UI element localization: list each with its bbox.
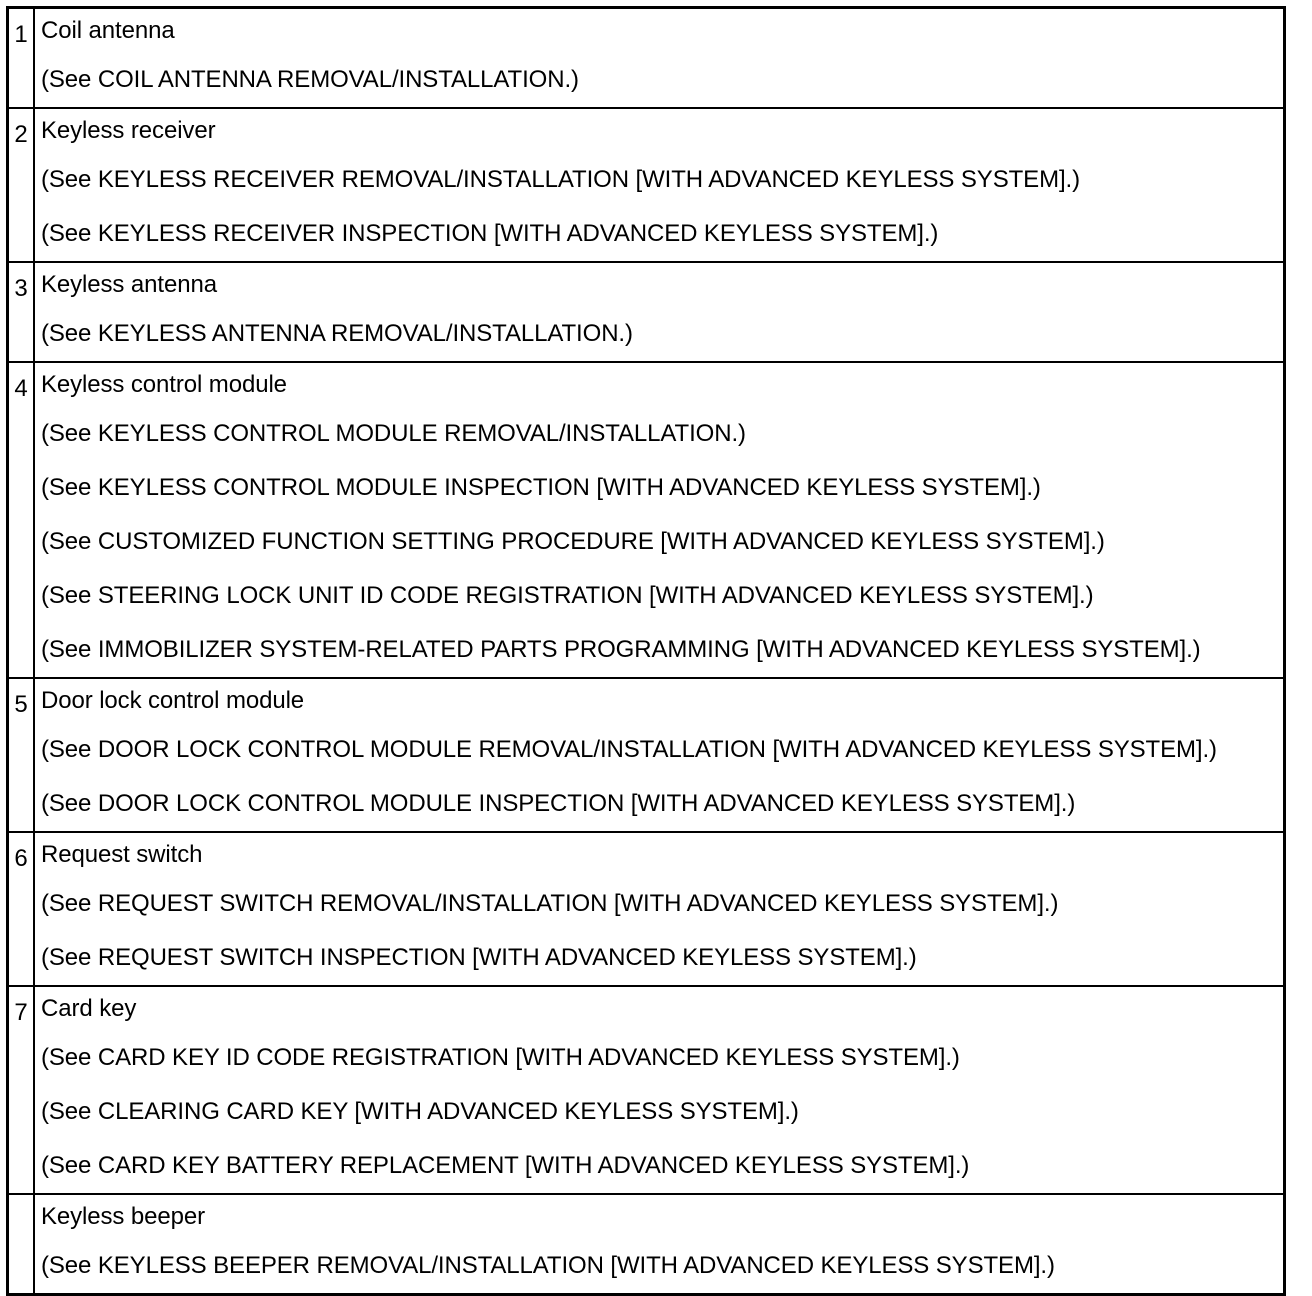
row-number: 5 xyxy=(8,678,35,832)
row-number: 1 xyxy=(8,8,35,109)
reference-link[interactable]: (See KEYLESS ANTENNA REMOVAL/INSTALLATION.) xyxy=(41,320,633,347)
reference-link[interactable]: (See CUSTOMIZED FUNCTION SETTING PROCEDURE [WITH ADVANCED KEYLESS SYSTEM].) xyxy=(41,528,1105,555)
reference-link[interactable]: (See COIL ANTENNA REMOVAL/INSTALLATION.) xyxy=(41,66,579,93)
row-number xyxy=(8,1194,35,1295)
part-title: Keyless control module xyxy=(41,371,287,398)
part-title: Keyless receiver xyxy=(41,117,216,144)
reference-link[interactable]: (See DOOR LOCK CONTROL MODULE INSPECTION [WITH ADVANCED KEYLESS SYSTEM].) xyxy=(41,790,1076,817)
reference-link[interactable]: (See CLEARING CARD KEY [WITH ADVANCED KEYLESS SYSTEM].) xyxy=(41,1098,799,1125)
table-row xyxy=(8,678,1285,832)
row-content xyxy=(34,678,1285,832)
reference-link[interactable]: (See IMMOBILIZER SYSTEM-RELATED PARTS PROGRAMMING [WITH ADVANCED KEYLESS SYSTEM].) xyxy=(41,636,1201,663)
row-number: 3 xyxy=(8,262,35,362)
row-number: 6 xyxy=(8,832,35,986)
reference-link[interactable]: (See KEYLESS CONTROL MODULE REMOVAL/INSTALLATION.) xyxy=(41,420,746,447)
row-content xyxy=(34,8,1285,109)
reference-link[interactable]: (See KEYLESS CONTROL MODULE INSPECTION [WITH ADVANCED KEYLESS SYSTEM].) xyxy=(41,474,1041,501)
row-content xyxy=(34,108,1285,262)
part-title: Request switch xyxy=(41,841,203,868)
reference-link[interactable]: (See CARD KEY ID CODE REGISTRATION [WITH ADVANCED KEYLESS SYSTEM].) xyxy=(41,1044,960,1071)
row-content xyxy=(34,986,1285,1194)
reference-link[interactable]: (See KEYLESS RECEIVER INSPECTION [WITH ADVANCED KEYLESS SYSTEM].) xyxy=(41,220,939,247)
reference-link[interactable]: (See REQUEST SWITCH REMOVAL/INSTALLATION [WITH ADVANCED KEYLESS SYSTEM].) xyxy=(41,890,1059,917)
part-title: Keyless beeper xyxy=(41,1203,206,1230)
reference-link[interactable]: (See STEERING LOCK UNIT ID CODE REGISTRATION [WITH ADVANCED KEYLESS SYSTEM].) xyxy=(41,582,1094,609)
table-row xyxy=(8,832,1285,986)
part-title: Coil antenna xyxy=(41,17,175,44)
row-number: 7 xyxy=(8,986,35,1194)
parts-reference-table xyxy=(6,6,1286,1296)
row-content xyxy=(34,362,1285,678)
reference-link[interactable]: (See KEYLESS RECEIVER REMOVAL/INSTALLATION [WITH ADVANCED KEYLESS SYSTEM].) xyxy=(41,166,1080,193)
table-row xyxy=(8,8,1285,109)
table-row xyxy=(8,362,1285,678)
reference-link[interactable]: (See DOOR LOCK CONTROL MODULE REMOVAL/INSTALLATION [WITH ADVANCED KEYLESS SYSTEM].) xyxy=(41,736,1217,763)
reference-link[interactable]: (See CARD KEY BATTERY REPLACEMENT [WITH ADVANCED KEYLESS SYSTEM].) xyxy=(41,1152,970,1179)
part-title: Door lock control module xyxy=(41,687,305,714)
table-row xyxy=(8,1194,1285,1295)
row-number: 4 xyxy=(8,362,35,678)
table-row xyxy=(8,108,1285,262)
table-row xyxy=(8,986,1285,1194)
reference-link[interactable]: (See REQUEST SWITCH INSPECTION [WITH ADVANCED KEYLESS SYSTEM].) xyxy=(41,944,917,971)
part-title: Keyless antenna xyxy=(41,271,217,298)
part-title: Card key xyxy=(41,995,137,1022)
row-content xyxy=(34,832,1285,986)
reference-link[interactable]: (See KEYLESS BEEPER REMOVAL/INSTALLATION [WITH ADVANCED KEYLESS SYSTEM].) xyxy=(41,1252,1055,1279)
table-row xyxy=(8,262,1285,362)
row-number: 2 xyxy=(8,108,35,262)
row-content xyxy=(34,262,1285,362)
row-content xyxy=(34,1194,1285,1295)
